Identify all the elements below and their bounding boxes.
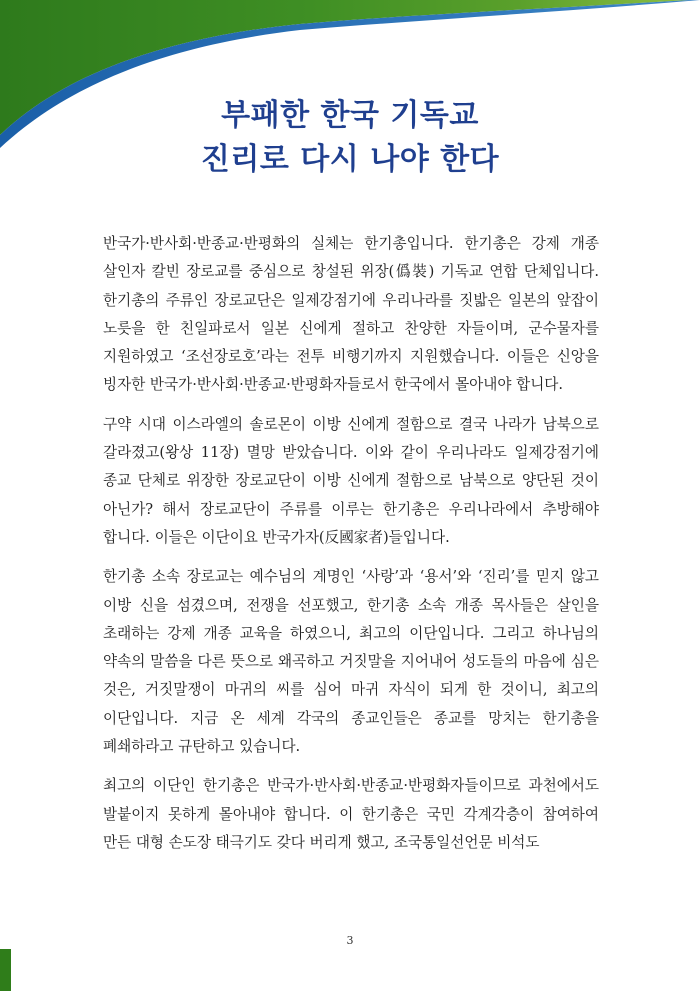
paragraph-4: 최고의 이단인 한기총은 반국가·반사회·반종교·반평화자들이므로 과천에서도 발붙이지 못하게 몰아내야 합니다. 이 한기총은 국민 각계각층이 참여하여 만든 대형 손도장 태극기도 갖다 버리게 했고, 조국통일선언문 비석도 bbox=[103, 777, 599, 851]
page-title bbox=[0, 94, 700, 182]
paragraph-2: 구약 시대 이스라엘의 솔로몬이 이방 신에게 절함으로 결국 나라가 남북으로 갈라졌고(왕상 11장) 멸망 받았습니다. 이와 같이 우리나라도 일제강점기에 종교 단체로 위장한 장로교단이 이방 신에게 절함으로 남북으로 양단된 것이 아닌가? 해서 장로교단이 주류를 이루는 한기총은 우리나라에서 추방해야 합니다. 이들은 이단이요 반국가자(反國家者)들입니다. bbox=[103, 415, 599, 546]
page-number: 3 bbox=[346, 934, 354, 947]
paragraph-1: 반국가·반사회·반종교·반평화의 실체는 한기총입니다. 한기총은 강제 개종 살인자 칼빈 장로교를 중심으로 창설된 위장(僞裝) 기독교 연합 단체입니다. 한기총의 주류인 장로교단은 일제강점기에 우리나라를 짓밟은 일본의 앞잡이 노릇을 한 친일파로서 일본 신에게 절하고 찬양한 자들이며, 군수물자를 지원하였고 ‘조선장로호’라는 전투 비행기까지 지원했습니다. 이들은 신앙을 빙자한 반국가·반사회·반종교·반평화자들로서 한국에서 몰아내야 합니다. bbox=[103, 235, 599, 394]
article-body bbox=[103, 230, 599, 868]
bottom-tab-decoration bbox=[0, 949, 11, 991]
title-line-1: 부패한 한국 기독교 bbox=[221, 98, 479, 133]
title-line-2: 진리로 다시 나야 한다 bbox=[200, 142, 500, 177]
paragraph-3: 한기총 소속 장로교는 예수님의 계명인 ‘사랑’과 ‘용서’와 ‘진리’를 믿지 않고 이방 신을 섬겼으며, 전쟁을 선포했고, 한기총 소속 개종 목사들은 살인을 초래하는 강제 개종 교육을 하였으니, 최고의 이단입니다. 그리고 하나님의 약속의 말씀을 다른 뜻으로 왜곡하고 거짓말을 지어내어 성도들의 마음에 심은 것은, 거짓말쟁이 마귀의 씨를 심어 마귀 자식이 되게 한 것이니, 최고의 이단입니다. 지금 온 세계 각국의 종교인들은 종교를 망치는 한기총을 폐쇄하라고 규탄하고 있습니다. bbox=[103, 568, 599, 756]
